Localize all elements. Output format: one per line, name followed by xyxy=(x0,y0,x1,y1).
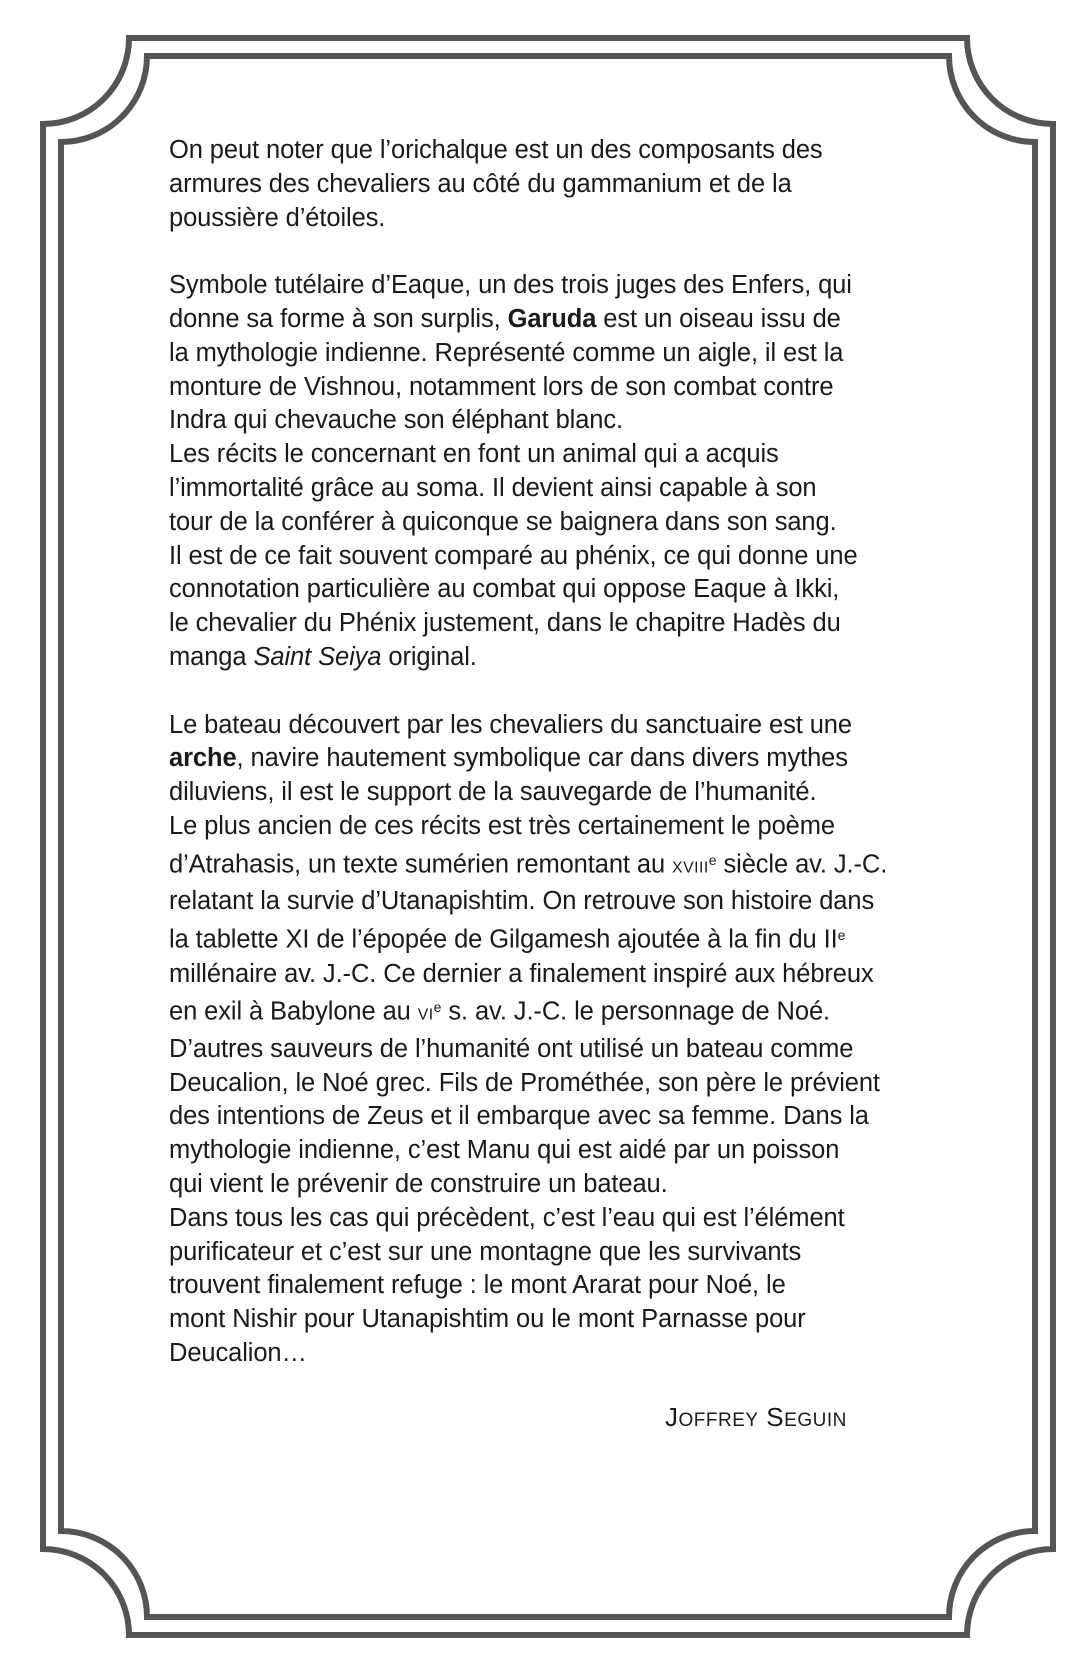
signature-first-rest: OFFREY xyxy=(678,1410,759,1431)
text-run: monture de Vishnou, notamment lors de son combat contre xyxy=(169,372,834,401)
text-run: tour de la conférer à quiconque se baignera dans son sang. xyxy=(169,507,837,536)
text-run: est un oiseau issu de xyxy=(596,304,841,333)
text-run: poussière d’étoiles. xyxy=(169,203,386,232)
text-run: d’Atrahasis, un texte sumérien remontant au xyxy=(169,850,673,879)
text-line xyxy=(169,506,929,540)
text-run: relatant la survie d’Utanapishtim. On retrouve son histoire dans xyxy=(169,887,875,916)
text-run: mont Nishir pour Utanapishtim ou le mont Parnasse pour xyxy=(169,1305,806,1334)
text-line xyxy=(169,810,929,844)
text-line xyxy=(169,269,929,303)
text-run: Le bateau découvert par les chevaliers du sanctuaire est une xyxy=(169,710,852,739)
text-run: On peut noter que l’orichalque est un des composants des xyxy=(169,136,823,164)
text-line xyxy=(169,540,929,574)
paragraph-arche xyxy=(169,709,929,1371)
text-line xyxy=(169,885,929,919)
text-run: la tablette XI de l’épopée de Gilgamesh ajoutée à la fin du II xyxy=(169,925,838,954)
bold-term: arche xyxy=(169,744,237,773)
text-line xyxy=(169,573,929,607)
roman-numeral: VI xyxy=(417,1007,434,1025)
text-run: trouvent finalement refuge : le mont Ararat pour Noé, le xyxy=(169,1271,786,1300)
text-line xyxy=(169,472,929,506)
paragraph-garuda xyxy=(169,269,929,675)
ordinal-superscript: e xyxy=(708,851,717,868)
text-run: Indra qui chevauche son éléphant blanc. xyxy=(169,406,624,435)
signature-last-rest: EGUIN xyxy=(784,1410,847,1431)
bold-term: Garuda xyxy=(507,304,597,333)
text-run: purificateur et c’est sur une montagne que les survivants xyxy=(169,1237,802,1266)
text-run: des intentions de Zeus et il embarque avec sa femme. Dans la xyxy=(169,1102,869,1131)
text-line xyxy=(169,404,929,438)
signature-first-initial: J xyxy=(665,1402,679,1432)
text-run: qui vient le prévenir de construire un bateau. xyxy=(169,1170,668,1199)
text-line xyxy=(169,1269,929,1303)
text-line xyxy=(169,303,929,337)
text-line xyxy=(169,1067,929,1101)
text-line xyxy=(169,1337,929,1371)
author-signature xyxy=(665,1402,847,1433)
text-run: en exil à Babylone au xyxy=(169,998,418,1027)
text-line xyxy=(169,742,929,776)
text-line xyxy=(169,438,929,472)
text-run: le chevalier du Phénix justement, dans le chapitre Hadès du xyxy=(169,609,841,638)
signature-last-initial: S xyxy=(766,1402,785,1432)
text-run: connotation particulière au combat qui oppose Eaque à Ikki, xyxy=(169,575,840,604)
article-body xyxy=(169,134,929,1405)
text-run: Symbole tutélaire d’Eaque, un des trois juges des Enfers, qui xyxy=(169,271,852,300)
text-run: s. av. J.-C. le personnage de Noé. xyxy=(441,998,831,1027)
text-line xyxy=(169,641,929,675)
roman-numeral: XVIII xyxy=(672,859,709,877)
text-run: , navire hautement symbolique car dans divers mythes xyxy=(236,744,848,773)
text-run: diluviens, il est le support de la sauvegarde de l’humanité. xyxy=(169,778,817,807)
text-line xyxy=(169,709,929,743)
text-line xyxy=(169,776,929,810)
text-line xyxy=(169,1168,929,1202)
text-line xyxy=(169,168,929,202)
text-line xyxy=(169,919,929,958)
text-run: manga xyxy=(169,642,254,671)
text-line xyxy=(169,607,929,641)
text-run: millénaire av. J.-C. Ce dernier a finalement inspiré aux hébreux xyxy=(169,959,874,988)
text-line xyxy=(169,1033,929,1067)
text-line xyxy=(169,337,929,371)
text-line xyxy=(169,134,929,168)
text-run: Les récits le concernant en font un animal qui a acquis xyxy=(169,440,779,469)
text-line xyxy=(169,1202,929,1236)
text-run: Deucalion, le Noé grec. Fils de Prométhée, son père le prévient xyxy=(169,1068,880,1097)
text-run: armures des chevaliers au côté du gammanium et de la xyxy=(169,169,792,198)
text-line xyxy=(169,202,929,236)
text-line xyxy=(169,958,929,992)
ordinal-superscript: e xyxy=(837,927,846,944)
text-line xyxy=(169,371,929,405)
text-line xyxy=(169,1303,929,1337)
ordinal-superscript: e xyxy=(433,999,442,1016)
text-line xyxy=(169,844,929,886)
text-run: siècle av. J.-C. xyxy=(716,850,888,879)
text-run: D’autres sauveurs de l’humanité ont utilisé un bateau comme xyxy=(169,1034,854,1063)
paragraph-orichalque xyxy=(169,134,929,235)
text-run: Il est de ce fait souvent comparé au phénix, ce qui donne une xyxy=(169,541,858,570)
text-run: Deucalion… xyxy=(169,1339,307,1367)
text-run: donne sa forme à son surplis, xyxy=(169,304,508,333)
text-run: original. xyxy=(381,642,477,671)
text-line xyxy=(169,1236,929,1270)
text-run: mythologie indienne, c’est Manu qui est aidé par un poisson xyxy=(169,1136,840,1165)
text-run: Le plus ancien de ces récits est très certainement le poème xyxy=(169,811,835,840)
text-line xyxy=(169,991,929,1033)
text-run: l’immortalité grâce au soma. Il devient ainsi capable à son xyxy=(169,473,817,502)
italic-title: Saint Seiya xyxy=(253,642,382,671)
text-line xyxy=(169,1134,929,1168)
text-run: la mythologie indienne. Représenté comme un aigle, il est la xyxy=(169,338,844,367)
text-run: Dans tous les cas qui précèdent, c’est l’eau qui est l’élément xyxy=(169,1203,845,1232)
text-line xyxy=(169,1100,929,1134)
